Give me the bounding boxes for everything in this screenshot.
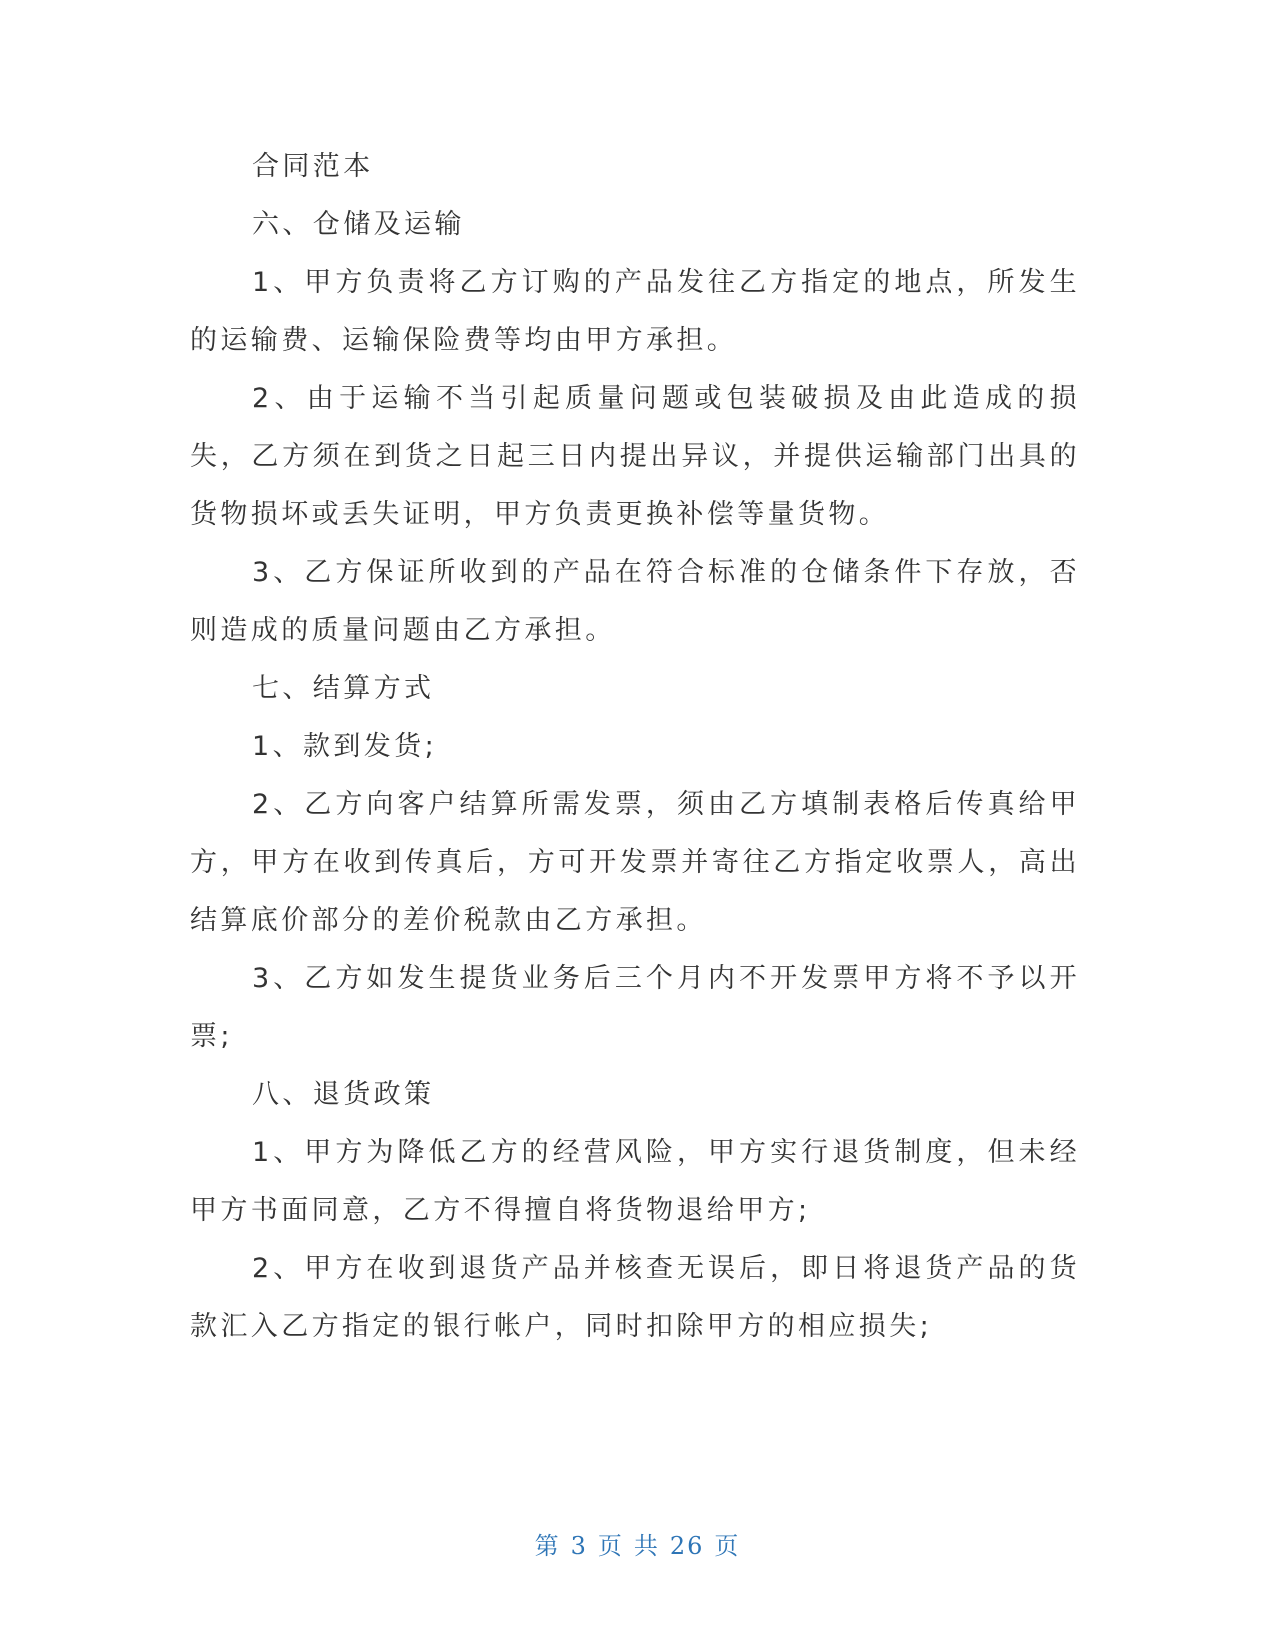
footer-label-total-unit: 页 xyxy=(714,1532,741,1560)
doc-title: 合同范本 xyxy=(252,151,374,182)
footer-label-total: 共 xyxy=(633,1532,660,1560)
section-heading-return-policy: 八、退货政策 xyxy=(252,1079,435,1110)
section-heading-storage-transport: 六、仓储及运输 xyxy=(252,209,465,240)
clause-paragraph: 2、由于运输不当引起质量问题或包装破损及由此造成的损失，乙方须在到货之日起三日内提出异议，并提供运输部门出具的货物损坏或丢失证明，甲方负责更换补偿等量货物。 xyxy=(190,383,1080,530)
clause-paragraph: 2、甲方在收到退货产品并核查无误后，即日将退货产品的货款汇入乙方指定的银行帐户，同时扣除甲方的相应损失; xyxy=(190,1253,1080,1342)
footer-current-page: 3 xyxy=(570,1532,588,1560)
page-number-footer xyxy=(0,1526,1275,1561)
clause-paragraph: 1、甲方负责将乙方订购的产品发往乙方指定的地点，所发生的运输费、运输保险费等均由甲方承担。 xyxy=(190,267,1080,356)
footer-total-pages: 26 xyxy=(669,1532,705,1560)
footer-label-page-unit: 页 xyxy=(597,1532,624,1560)
clause-paragraph: 1、甲方为降低乙方的经营风险，甲方实行退货制度，但未经甲方书面同意，乙方不得擅自将货物退给甲方; xyxy=(190,1137,1080,1226)
clause-paragraph: 1、款到发货; xyxy=(252,731,438,762)
clause-paragraph: 2、乙方向客户结算所需发票，须由乙方填制表格后传真给甲方，甲方在收到传真后，方可开发票并寄往乙方指定收票人，高出结算底价部分的差价税款由乙方承担。 xyxy=(190,789,1080,936)
section-heading-settlement: 七、结算方式 xyxy=(252,673,435,704)
clause-paragraph: 3、乙方如发生提货业务后三个月内不开发票甲方将不予以开票; xyxy=(190,963,1080,1052)
clause-paragraph: 3、乙方保证所收到的产品在符合标准的仓储条件下存放，否则造成的质量问题由乙方承担。 xyxy=(190,557,1080,646)
footer-label-page: 第 xyxy=(534,1532,561,1560)
document-body xyxy=(190,138,1080,1356)
